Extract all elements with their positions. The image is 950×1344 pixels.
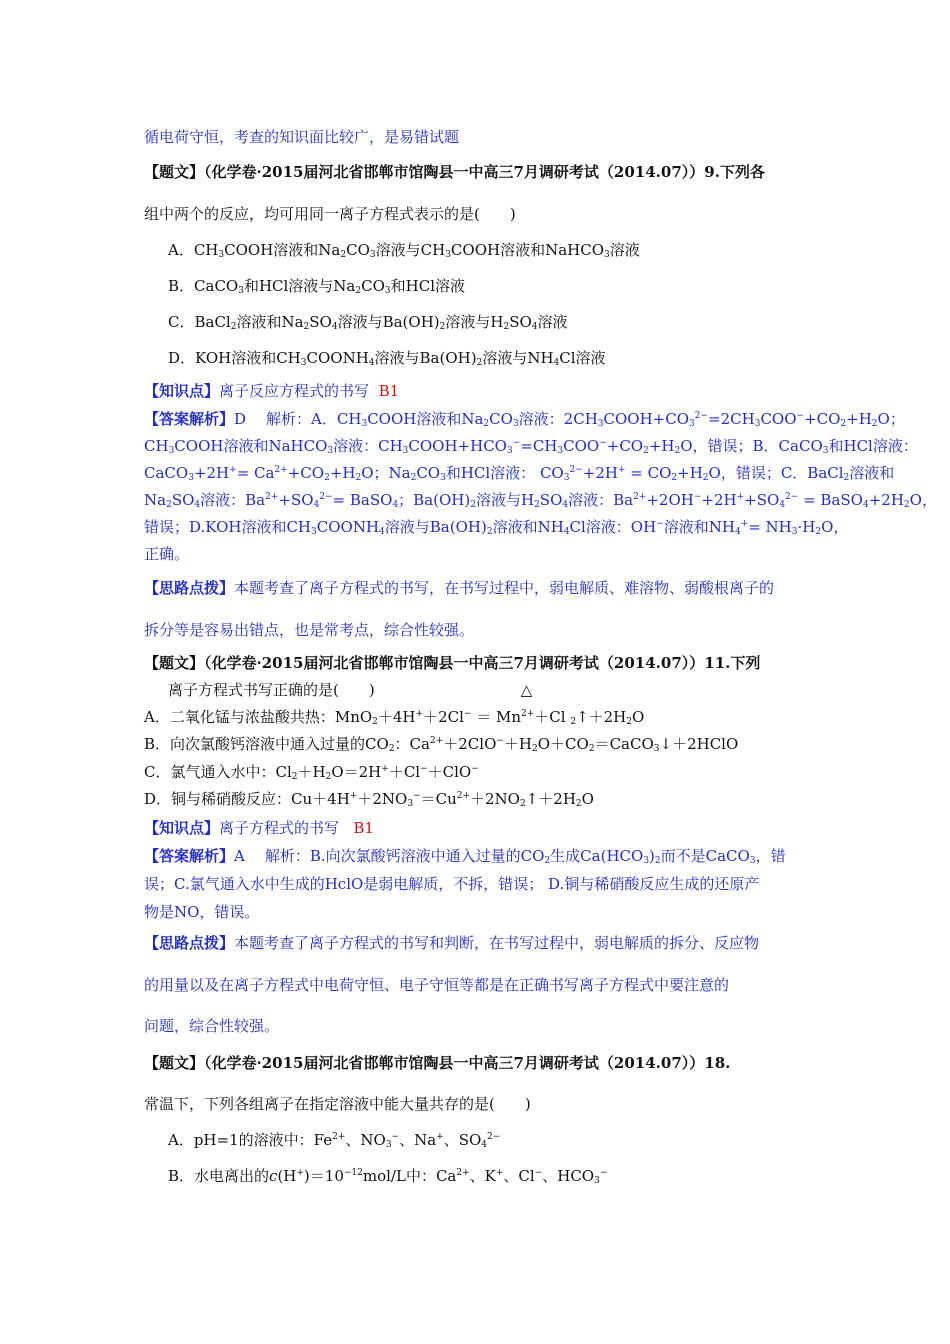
q9-stem: 组中两个的反应，均可用同一离子方程式表示的是( ) — [144, 205, 516, 223]
q18-option-b: B．水电离出的$c(H^+)=10^{-12}mol/L$中：$Ca^{2+}$、K+、Cl−、$HCO_3^-$ — [168, 1167, 608, 1186]
q9-kp-code: B1 — [378, 382, 400, 400]
q9-answer-line-2: $CH_3COOH$溶液和NaHCO$_3$溶液：$CH_3COOH+HCO_3^-=CH_3COO^-+CO_2+H_2O$，错误；B．CaCO$_3$和HCl溶液： — [144, 437, 918, 456]
heat-triangle: △ — [520, 681, 533, 699]
q11-option-d: D．铜与稀硝酸反应：$Cu+4H^++2NO_3^-=Cu^{2+}+2NO_2↑+2H_2O$ — [144, 790, 594, 809]
q9-kp-tag: 【知识点】 — [144, 382, 220, 400]
q9-kp-text: 离子反应方程式的书写 — [219, 382, 370, 400]
q9-option-b: B．CaCO$_3$和HCl溶液与$Na_2CO_3$和HCl溶液 — [168, 277, 465, 296]
q9-answer-line-1: 【答案解析】D 解析：A．$CH_3COOH$溶液和$Na_2CO_3$溶液：$2CH_3COOH+CO_3^{2-}=2CH_3COO^-+CO_2+H_2O$； — [144, 410, 905, 429]
q11-tip-line-3: 问题，综合性较强。 — [144, 1017, 280, 1035]
q9-option-a: A．$CH_3COOH$溶液和$Na_2CO_3$溶液与$CH_3COOH$溶液和NaHCO$_3$溶液 — [168, 241, 640, 260]
q9-ans-tag: 【答案解析】 — [144, 410, 235, 428]
q11-tip-line-1 — [144, 933, 759, 953]
q9-tip-line-2: 拆分等是容易出错点，也是常考点，综合性较强。 — [144, 621, 475, 639]
q9-option-c: C．BaCl$_2$溶液和$Na_2SO_4$溶液与$Ba(OH)_2$溶液与$H_2SO_4$溶液 — [168, 313, 568, 332]
q11-kp-tag: 【知识点】 — [144, 819, 220, 837]
q11-stem — [168, 680, 532, 700]
q18-option-a: A．pH=1的溶液中：$Fe^{2+}$、$NO_3^-$、Na+、$SO_4^{2-}$ — [168, 1131, 501, 1150]
q9-knowledge-point — [144, 381, 399, 401]
q9-tip-text-1: 本题考查了离子方程式的书写，在书写过程中，弱电解质、难溶物、弱酸根离子的 — [234, 579, 775, 597]
q11-header — [144, 653, 760, 673]
q9-tip-line-1 — [144, 578, 774, 598]
q18-stem: 常温下，下列各组离子在指定溶液中能大量共存的是( ) — [144, 1095, 531, 1113]
q11-ans-letter: A — [234, 847, 245, 865]
q18-source: （化学卷·2015届河北省邯郸市馆陶县一中高三7月调研考试（2014.07））18. — [204, 1054, 731, 1072]
q11-knowledge-point — [144, 818, 374, 838]
q18-header — [144, 1053, 730, 1073]
q11-tip-tag: 【思路点拨】 — [144, 934, 235, 952]
q18-tag: 【题文】 — [144, 1054, 205, 1072]
q11-option-b: B．向次氯酸钙溶液中通入过量的$CO_2$：$Ca^{2+}+2ClO^-+H_2O+CO_2=CaCO_3↓+2HClO$ — [144, 735, 739, 754]
q9-answer-line-3: CaCO$_3$+2H+= $Ca^{2+}+CO_2+H_2O$；$Na_2CO_3$和HCl溶液： $CO_3^{2-}+2H^+ = CO_2+H_2O$，错误；C．BaCl$_2$溶液和 — [144, 464, 895, 483]
q11-tip-text-1: 本题考查了离子方程式的书写和判断，在书写过程中，弱电解质的拆分、反应物 — [234, 934, 760, 952]
q9-tag: 【题文】 — [144, 163, 205, 181]
q11-stem-text: 离子方程式书写正确的是( ) — [168, 681, 375, 699]
q11-answer-line-1: 【答案解析】A 解析：B.向次氯酸钙溶液中通入过量的$CO_2$生成$Ca(HCO_3)_2$而不是CaCO$_3$，错 — [144, 847, 786, 866]
q11-answer-line-2: 误；C.氯气通入水中生成的HclO是弱电解质，不拆，错误； D.铜与稀硝酸反应生成的还原产 — [144, 875, 760, 893]
q9-answer-line-4: $Na_2SO_4$溶液：$Ba^{2+}+SO_4^{2-}=$ BaSO$_4$；$Ba(OH)_2$溶液与$H_2SO_4$溶液：$Ba^{2+}+2OH^-+2H^++SO_4^{2-}$ = $BaSO_4+2H_2O$， — [144, 491, 937, 510]
q11-option-a: A．二氧化锰与浓盐酸共热：$MnO_2+4H^++2Cl^- = Mn^{2+}+Cl$ $_2↑+2H_2O$ — [144, 708, 645, 727]
q11-kp-code: B1 — [353, 819, 374, 837]
analysis-continuation: 循电荷守恒，考查的知识面比较广，是易错试题 — [144, 128, 460, 146]
q11-option-c: C．氯气通入水中：$Cl_2+H_2O=2H^++Cl^-+ClO^-$ — [144, 763, 479, 782]
q11-tip-line-2: 的用量以及在离子方程式中电荷守恒、电子守恒等都是在正确书写离子方程式中要注意的 — [144, 976, 730, 994]
q11-source: （化学卷·2015届河北省邯郸市馆陶县一中高三7月调研考试（2014.07））11.下列 — [204, 654, 761, 672]
q9-ans-letter: D — [234, 410, 247, 428]
q11-kp-text: 离子方程式的书写 — [219, 819, 340, 837]
q9-tip-tag: 【思路点拨】 — [144, 579, 235, 597]
q9-header — [144, 162, 765, 182]
q9-source: （化学卷·2015届河北省邯郸市馆陶县一中高三7月调研考试（2014.07））9.下列各 — [204, 163, 765, 181]
q9-option-d: D．KOH溶液和$CH_3COONH_4$溶液与$Ba(OH)_2$溶液与$NH_4Cl$溶液 — [168, 349, 606, 368]
q11-answer-line-3: 物是NO，错误。 — [144, 903, 260, 921]
q9-answer-line-5: 错误；D.KOH溶液和$CH_3COONH_4$溶液与$Ba(OH)_2$溶液和$NH_4Cl$溶液：OH−溶液和$NH_4^+= NH_3\cdot H_2O$， — [144, 518, 849, 537]
q11-ans-tag: 【答案解析】 — [144, 847, 235, 865]
q9-answer-line-6: 正确。 — [144, 545, 190, 563]
q11-tag: 【题文】 — [144, 654, 205, 672]
